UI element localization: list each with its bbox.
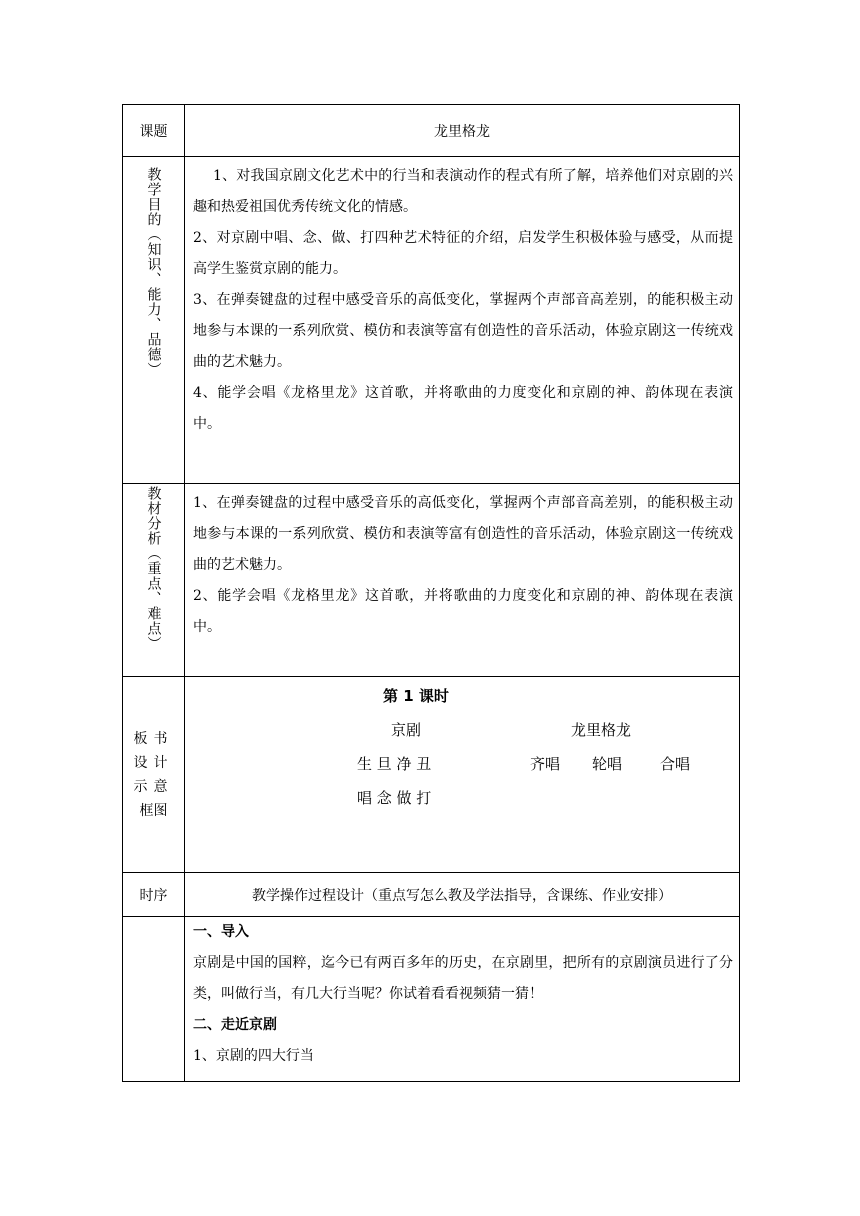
- board-content: [185, 677, 740, 873]
- board-right-item-3: 合唱: [660, 755, 691, 773]
- process-content: [185, 917, 740, 1082]
- analysis-1: 1、在弹奏键盘的过程中感受音乐的高低变化，掌握两个声部音高差别，的能积极主动地参与本课的一系列欣赏、模仿和表演等富有创造性的音乐活动，体验京剧这一传统戏曲的艺术魅力。: [193, 495, 733, 573]
- topic-value: 龙里格龙: [185, 105, 740, 157]
- lesson-plan-table: [122, 104, 740, 1082]
- board-left-line-2: 唱 念 做 打: [357, 789, 432, 807]
- sequence-label: 时序: [123, 873, 185, 917]
- analysis-2: 2、能学会唱《龙格里龙》这首歌，并将歌曲的力度变化和京剧的神、韵体现在表演中。: [193, 588, 733, 635]
- board-label-line-2: 设计: [133, 754, 174, 771]
- board-label-line-3: 示意: [133, 778, 174, 795]
- analysis-row: [123, 484, 740, 677]
- lesson-number: 第 1 课时: [383, 687, 449, 705]
- board-row: [123, 677, 740, 873]
- objective-4: 4、能学会唱《龙格里龙》这首歌，并将歌曲的力度变化和京剧的神、韵体现在表演中。: [193, 385, 733, 432]
- objectives-label: 教学目的（知识、能力、品德）: [145, 167, 162, 377]
- board-right-item-2: 轮唱: [592, 755, 623, 773]
- sequence-value: 教学操作过程设计（重点写怎么教及学法指导，含课练、作业安排）: [185, 873, 740, 917]
- process-item-1: 1、京剧的四大行当: [193, 1048, 314, 1064]
- process-heading-1: 一、导入: [193, 924, 249, 940]
- board-right-item-1: 齐唱: [530, 755, 561, 773]
- process-heading-2: 二、走近京剧: [193, 1017, 277, 1033]
- board-right-title: 龙里格龙: [571, 721, 632, 739]
- process-intro: 京剧是中国的国粹，迄今已有两百多年的历史，在京剧里，把所有的京剧演员进行了分类，叫做行当，有几大行当呢？你试着看看视频猜一猜！: [193, 955, 733, 1002]
- topic-row: [123, 105, 740, 157]
- objective-2: 2、对京剧中唱、念、做、打四种艺术特征的介绍，启发学生积极体验与感受，从而提高学生鉴赏京剧的能力。: [193, 230, 733, 277]
- analysis-content: [185, 484, 740, 677]
- board-left-line-1: 生 旦 净 丑: [357, 755, 432, 773]
- objectives-row: [123, 157, 740, 484]
- topic-label: 课题: [123, 105, 185, 157]
- process-label-cell: [123, 917, 185, 1082]
- analysis-label: 教材分析（重点、难点）: [145, 486, 162, 651]
- board-label-line-4: 框图: [139, 802, 168, 819]
- analysis-label-cell: [123, 484, 185, 677]
- sequence-row: [123, 873, 740, 917]
- process-row: [123, 917, 740, 1082]
- objectives-content: [185, 157, 740, 484]
- board-left-title: 京剧: [391, 721, 422, 739]
- board-label-cell: [123, 677, 185, 873]
- objectives-label-cell: [123, 157, 185, 484]
- objective-3: 3、在弹奏键盘的过程中感受音乐的高低变化，掌握两个声部音高差别，的能积极主动地参与本课的一系列欣赏、模仿和表演等富有创造性的音乐活动，体验京剧这一传统戏曲的艺术魅力。: [193, 292, 733, 370]
- board-label-line-1: 板书: [133, 730, 174, 747]
- objective-1: 1、对我国京剧文化艺术中的行当和表演动作的程式有所了解，培养他们对京剧的兴趣和热爱祖国优秀传统文化的情感。: [193, 168, 733, 215]
